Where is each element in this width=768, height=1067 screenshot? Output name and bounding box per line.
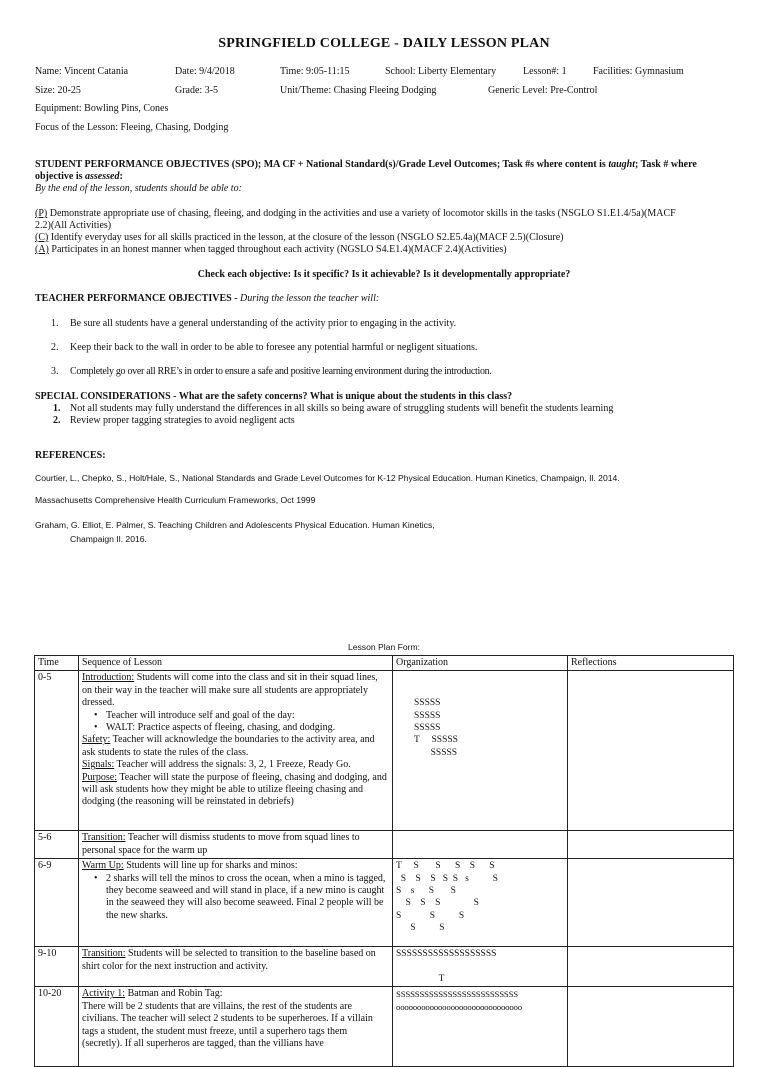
row-warmup-time: 6-9 (35, 859, 79, 947)
header-date: Date: 9/4/2018 (175, 66, 235, 77)
spo-heading-line2: objective is assessed: (35, 171, 123, 182)
row-warmup-organization (393, 859, 568, 947)
warmup-bullet: • 2 sharks will tell the minos to cross the ocean, when a mino is tagged, they become seaweed and will stand in place, if a new mino is caught in the seaweed they will also become seaweed. Final 2 people will be the new sharks. (82, 873, 389, 923)
spo-psychomotor: (P) Demonstrate appropriate use of chasing, fleeing, and dodging in the activities and use a variety of locomotor skills in the tasks (NSGLO S1.E1.4/5a)(MACF (35, 208, 676, 219)
reference-1: Courtier, L., Chepko, S., Holt/Hale, S., National Standards and Grade Level Outcomes for K-12 Physical Education. Human Kinetics, Champaign, Il. 2014. (35, 473, 620, 483)
row-intro-organization (393, 671, 568, 831)
header-unit: Unit/Theme: Chasing Fleeing Dodging (280, 85, 437, 96)
row-transition2-organization (393, 947, 568, 987)
reference-3: Graham, G. Elliot, E. Palmer, S. Teaching Children and Adolescents Physical Education. Human Kinetics, (35, 520, 435, 530)
tpo-number-3: 3. (51, 366, 59, 377)
row-transition1-sequence: Transition: Teacher will dismiss students to move from squad lines to personal space for the warm up (79, 831, 393, 859)
row-transition1-reflections (568, 831, 734, 859)
lesson-plan-table (34, 655, 734, 1067)
row-warmup-sequence: Warm Up: Students will line up for sharks and minos: • 2 sharks will tell the minos to cross the ocean, when a mino is tagged, they become seaweed and will stand in place, if a new mino is caught in the seaweed they will also become seaweed. Final 2 people will be the new sharks. (79, 859, 393, 947)
header-name: Name: Vincent Catania (35, 66, 129, 77)
header-time: Time: 9:05-11:15 (280, 66, 350, 77)
table-row (35, 859, 734, 947)
header-equipment: Equipment: Bowling Pins, Cones (35, 103, 169, 114)
reference-2: Massachusetts Comprehensive Health Curriculum Frameworks, Oct 1999 (35, 495, 316, 505)
spo-affective: (A) Participates in an honest manner when tagged throughout each activity (NGSLO S4.E1.4)(MACF 2.4)(Activities) (35, 244, 507, 255)
transition2-formation: SSSSSSSSSSSSSSSSSSS T (396, 949, 497, 985)
table-caption: Lesson Plan Form: (347, 642, 421, 652)
row-intro-sequence: Introduction: Students will come into the class and sit in their squad lines, on their way in the teacher will make sure all students are appropriately dressed. • Teacher will introduce self and goal of the day: • WALT: Practice aspects of fleeing, chasing, and dodging. Safety: Teacher will acknowledge the boundaries to the activity area, and ask students to state the rules of the class. Signals: Teacher will address the signals: 3, 2, 1 Freeze, Ready Go. Purpose: Teacher will state the purpose of fleeing, chasing and dodging, and will ask students how they might be able to utilize fleeing chasing and dodging (the reasoning will be reinstated in debriefs) (79, 671, 393, 831)
table-header-row (35, 656, 734, 671)
row-activity1-organization (393, 987, 568, 1067)
header-size: Size: 20-25 (35, 85, 81, 96)
row-transition1-time: 5-6 (35, 831, 79, 859)
warmup-formation: T S S S S S S S S S S s S S s S S S S S S S S S S S (396, 861, 498, 934)
table-row (35, 947, 734, 987)
special-item-1: Not all students may fully understand the differences in all skills so being aware of struggling students will benefit the students learning (70, 403, 614, 414)
header-lesson: Lesson#: 1 (523, 66, 567, 77)
reference-3-cont: Champaign Il. 2016. (70, 534, 147, 544)
row-transition2-sequence: Transition: Students will be selected to transition to the baseline based on shirt color for the next instruction and activity. (79, 947, 393, 987)
spo-heading: STUDENT PERFORMANCE OBJECTIVES (SPO); MA CF + National Standard(s)/Grade Level Outcomes; Task #s where content is taught; Task # where (35, 159, 697, 170)
intro-bullet-2: • WALT: Practice aspects of fleeing, chasing, and dodging. (82, 722, 389, 734)
row-warmup-reflections (568, 859, 734, 947)
column-header-organization: Organization (393, 656, 568, 671)
header-focus: Focus of the Lesson: Fleeing, Chasing, Dodging (35, 122, 229, 133)
row-intro-reflections (568, 671, 734, 831)
column-header-sequence: Sequence of Lesson (79, 656, 393, 671)
header-grade: Grade: 3-5 (175, 85, 219, 96)
references-heading: REFERENCES: (35, 450, 106, 461)
intro-bullet-1: • Teacher will introduce self and goal of the day: (82, 710, 389, 722)
row-transition1-organization (393, 831, 568, 859)
column-header-time: Time (35, 656, 79, 671)
special-item-2: Review proper tagging strategies to avoid negligent acts (70, 415, 295, 426)
special-number-2: 2. (53, 415, 61, 426)
tpo-number-1: 1. (51, 318, 59, 329)
table-row (35, 831, 734, 859)
tpo-item-1: Be sure all students have a general understanding of the activity prior to engaging in the activity. (70, 318, 457, 329)
spo-cognitive: (C) Identify everyday uses for all skills practiced in the lesson, at the closure of the lesson (NSGLO S2.E5.4a)(MACF 2.5)(Closure) (35, 232, 564, 243)
row-activity1-time: 10-20 (35, 987, 79, 1067)
intro-formation: SSSSS SSSSS SSSSS T SSSSS SSSSS (414, 698, 458, 758)
tpo-heading: TEACHER PERFORMANCE OBJECTIVES - During the lesson the teacher will: (35, 293, 380, 304)
header-generic-level: Generic Level: Pre-Control (488, 85, 598, 96)
special-heading: SPECIAL CONSIDERATIONS - What are the safety concerns? What is unique about the students in this class? (35, 391, 513, 402)
spo-intro: By the end of the lesson, students should be able to: (35, 183, 242, 194)
activity1-formation: SSSSSSSSSSSSSSSSSSSSSSSSSS oooooooooooooooooooooooooooooo (396, 989, 522, 1012)
row-transition2-time: 9-10 (35, 947, 79, 987)
row-intro-time: 0-5 (35, 671, 79, 831)
header-facilities: Facilities: Gymnasium (593, 66, 684, 77)
table-row (35, 987, 734, 1067)
tpo-item-2: Keep their back to the wall in order to be able to foresee any potential harmful or negligent situations. (70, 342, 478, 353)
check-objectives: Check each objective: Is it specific? Is it achievable? Is it developmentally appropriate? (197, 269, 571, 280)
tpo-number-2: 2. (51, 342, 59, 353)
header-school: School: Liberty Elementary (385, 66, 497, 77)
page-title: SPRINGFIELD COLLEGE - DAILY LESSON PLAN (218, 36, 550, 51)
activity1-description: There will be 2 students that are villains, the rest of the students are civilians. The teacher will select 2 students to be superheroes. If a villain tags a student, the student must freeze, until a superhero tags them (secretly). If all superheros are tagged, than the villians have (82, 1000, 373, 1050)
row-transition2-reflections (568, 947, 734, 987)
spo-psychomotor-cont: 2.2)(All Activities) (35, 220, 112, 231)
row-activity1-sequence: Activity 1: Batman and Robin Tag: There will be 2 students that are villains, the rest of the students are civilians. The teacher will select 2 students to be superheroes. If a villain tags a student, the student must freeze, until a superhero tags them (secretly). If all superheros are tagged, than the villians have (79, 987, 393, 1067)
tpo-item-3: Completely go over all RRE’s in order to ensure a safe and positive learning environment during the introduction. (70, 366, 492, 377)
table-row (35, 671, 734, 831)
special-number-1: 1. (53, 403, 61, 414)
row-activity1-reflections (568, 987, 734, 1067)
column-header-reflections: Reflections (568, 656, 734, 671)
